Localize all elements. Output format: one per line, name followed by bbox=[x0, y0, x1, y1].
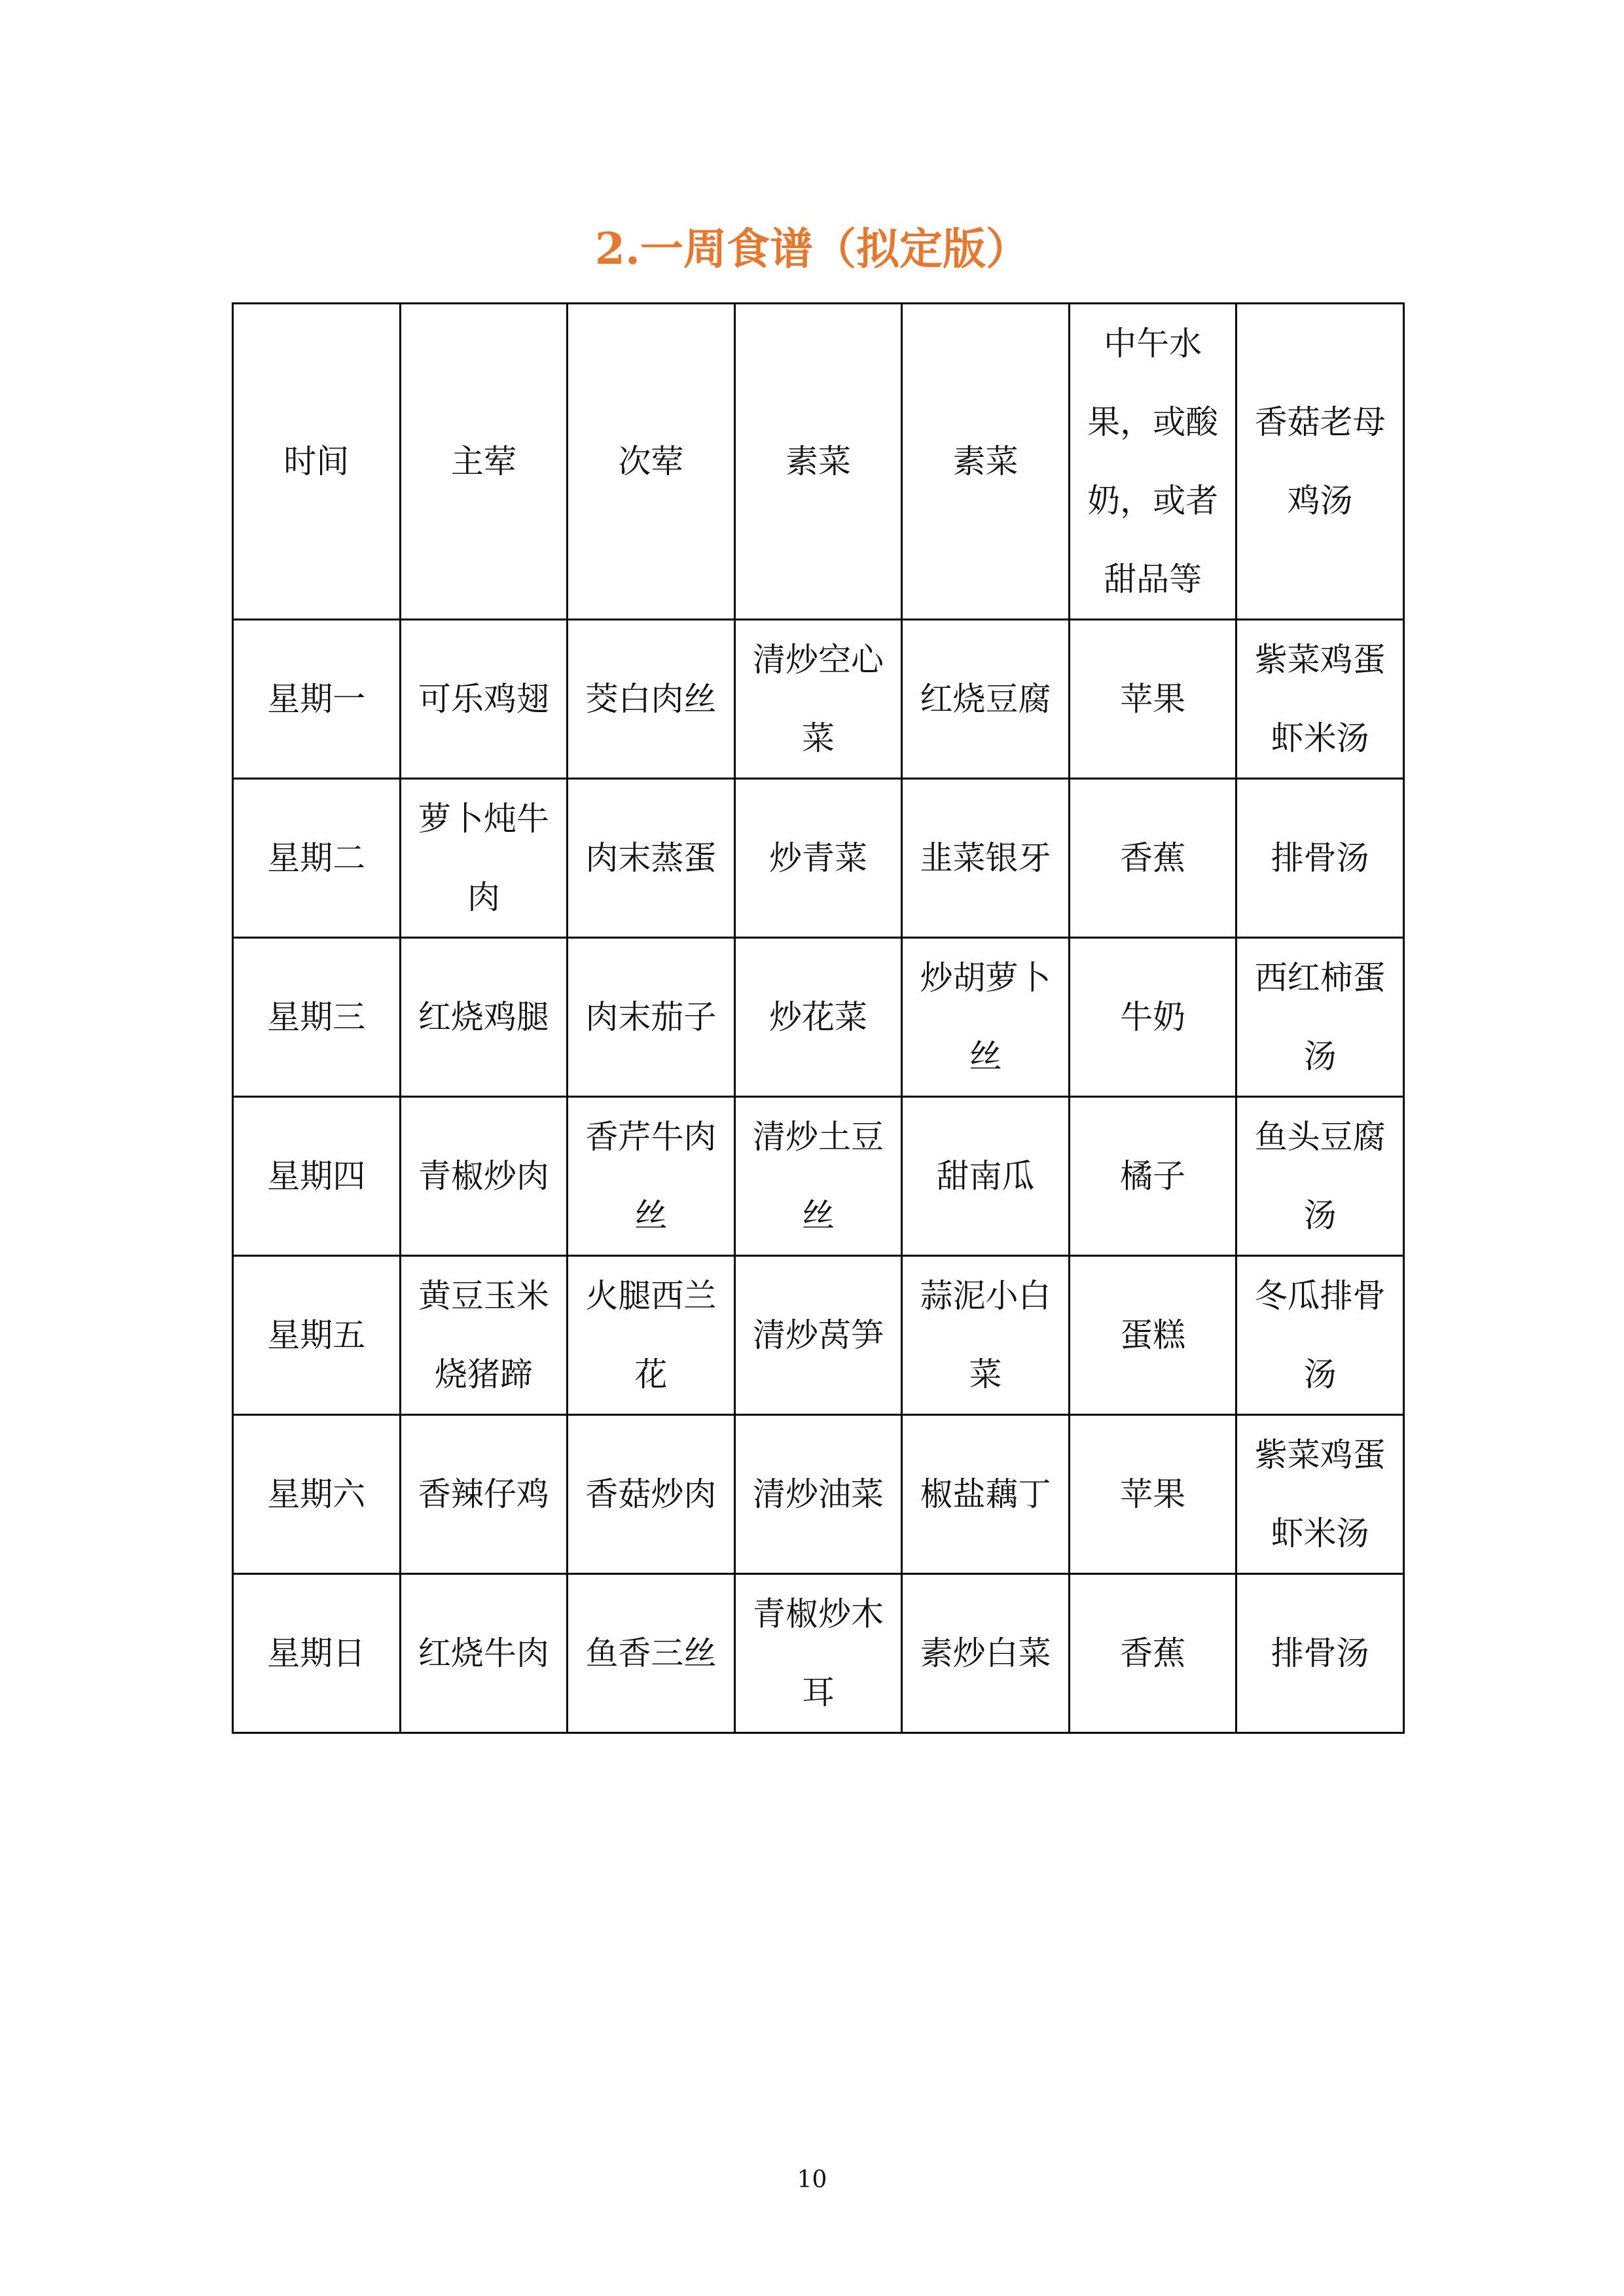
menu-cell: 红烧牛肉 bbox=[400, 1574, 568, 1733]
menu-cell: 炒青菜 bbox=[734, 779, 902, 938]
table-row bbox=[233, 938, 1404, 1097]
header-cell: 次荤 bbox=[568, 304, 735, 620]
day-cell: 星期三 bbox=[233, 938, 401, 1097]
menu-cell: 排骨汤 bbox=[1236, 779, 1404, 938]
menu-cell: 牛奶 bbox=[1069, 938, 1236, 1097]
menu-cell: 肉末茄子 bbox=[568, 938, 735, 1097]
page-title: 2.一周食谱（拟定版） bbox=[595, 223, 1029, 274]
menu-cell: 苹果 bbox=[1069, 1415, 1236, 1574]
menu-cell: 紫菜鸡蛋虾米汤 bbox=[1236, 620, 1404, 779]
menu-cell: 肉末蒸蛋 bbox=[568, 779, 735, 938]
menu-cell: 青椒炒木耳 bbox=[734, 1574, 902, 1733]
menu-cell: 排骨汤 bbox=[1236, 1574, 1404, 1733]
menu-cell: 红烧豆腐 bbox=[902, 620, 1070, 779]
table-row bbox=[233, 779, 1404, 938]
menu-cell: 蛋糕 bbox=[1069, 1256, 1236, 1415]
day-cell: 星期五 bbox=[233, 1256, 401, 1415]
menu-cell: 香辣仔鸡 bbox=[400, 1415, 568, 1574]
menu-cell: 清炒莴笋 bbox=[734, 1256, 902, 1415]
weekly-menu-table bbox=[232, 302, 1405, 1734]
table-row bbox=[233, 620, 1404, 779]
menu-cell: 香芹牛肉丝 bbox=[568, 1097, 735, 1256]
day-cell: 星期二 bbox=[233, 779, 401, 938]
menu-cell: 清炒土豆丝 bbox=[734, 1097, 902, 1256]
menu-cell: 茭白肉丝 bbox=[568, 620, 735, 779]
table-header-row bbox=[233, 304, 1404, 620]
menu-cell: 鱼香三丝 bbox=[568, 1574, 735, 1733]
menu-cell: 素炒白菜 bbox=[902, 1574, 1070, 1733]
menu-cell: 炒胡萝卜丝 bbox=[902, 938, 1070, 1097]
menu-cell: 青椒炒肉 bbox=[400, 1097, 568, 1256]
menu-cell: 香菇炒肉 bbox=[568, 1415, 735, 1574]
menu-cell: 冬瓜排骨汤 bbox=[1236, 1256, 1404, 1415]
menu-cell: 西红柿蛋汤 bbox=[1236, 938, 1404, 1097]
header-cell: 香菇老母鸡汤 bbox=[1236, 304, 1404, 620]
menu-cell: 火腿西兰花 bbox=[568, 1256, 735, 1415]
table-row bbox=[233, 1256, 1404, 1415]
menu-cell: 椒盐藕丁 bbox=[902, 1415, 1070, 1574]
header-cell: 素菜 bbox=[734, 304, 902, 620]
page-number: 10 bbox=[797, 2166, 827, 2193]
menu-cell: 炒花菜 bbox=[734, 938, 902, 1097]
menu-cell: 香蕉 bbox=[1069, 779, 1236, 938]
menu-cell: 甜南瓜 bbox=[902, 1097, 1070, 1256]
day-cell: 星期六 bbox=[233, 1415, 401, 1574]
day-cell: 星期日 bbox=[233, 1574, 401, 1733]
menu-cell: 鱼头豆腐汤 bbox=[1236, 1097, 1404, 1256]
menu-cell: 红烧鸡腿 bbox=[400, 938, 568, 1097]
menu-cell: 蒜泥小白菜 bbox=[902, 1256, 1070, 1415]
day-cell: 星期一 bbox=[233, 620, 401, 779]
day-cell: 星期四 bbox=[233, 1097, 401, 1256]
header-cell: 主荤 bbox=[400, 304, 568, 620]
menu-cell: 萝卜炖牛肉 bbox=[400, 779, 568, 938]
menu-cell: 香蕉 bbox=[1069, 1574, 1236, 1733]
table-row bbox=[233, 1574, 1404, 1733]
menu-cell: 清炒油菜 bbox=[734, 1415, 902, 1574]
table-row bbox=[233, 1415, 1404, 1574]
menu-cell: 清炒空心菜 bbox=[734, 620, 902, 779]
header-cell: 时间 bbox=[233, 304, 401, 620]
menu-cell: 紫菜鸡蛋虾米汤 bbox=[1236, 1415, 1404, 1574]
menu-cell: 可乐鸡翅 bbox=[400, 620, 568, 779]
menu-cell: 橘子 bbox=[1069, 1097, 1236, 1256]
menu-cell: 黄豆玉米烧猪蹄 bbox=[400, 1256, 568, 1415]
menu-cell: 韭菜银牙 bbox=[902, 779, 1070, 938]
header-cell: 中午水果，或酸奶，或者甜品等 bbox=[1069, 304, 1236, 620]
header-cell: 素菜 bbox=[902, 304, 1070, 620]
menu-cell: 苹果 bbox=[1069, 620, 1236, 779]
table-row bbox=[233, 1097, 1404, 1256]
